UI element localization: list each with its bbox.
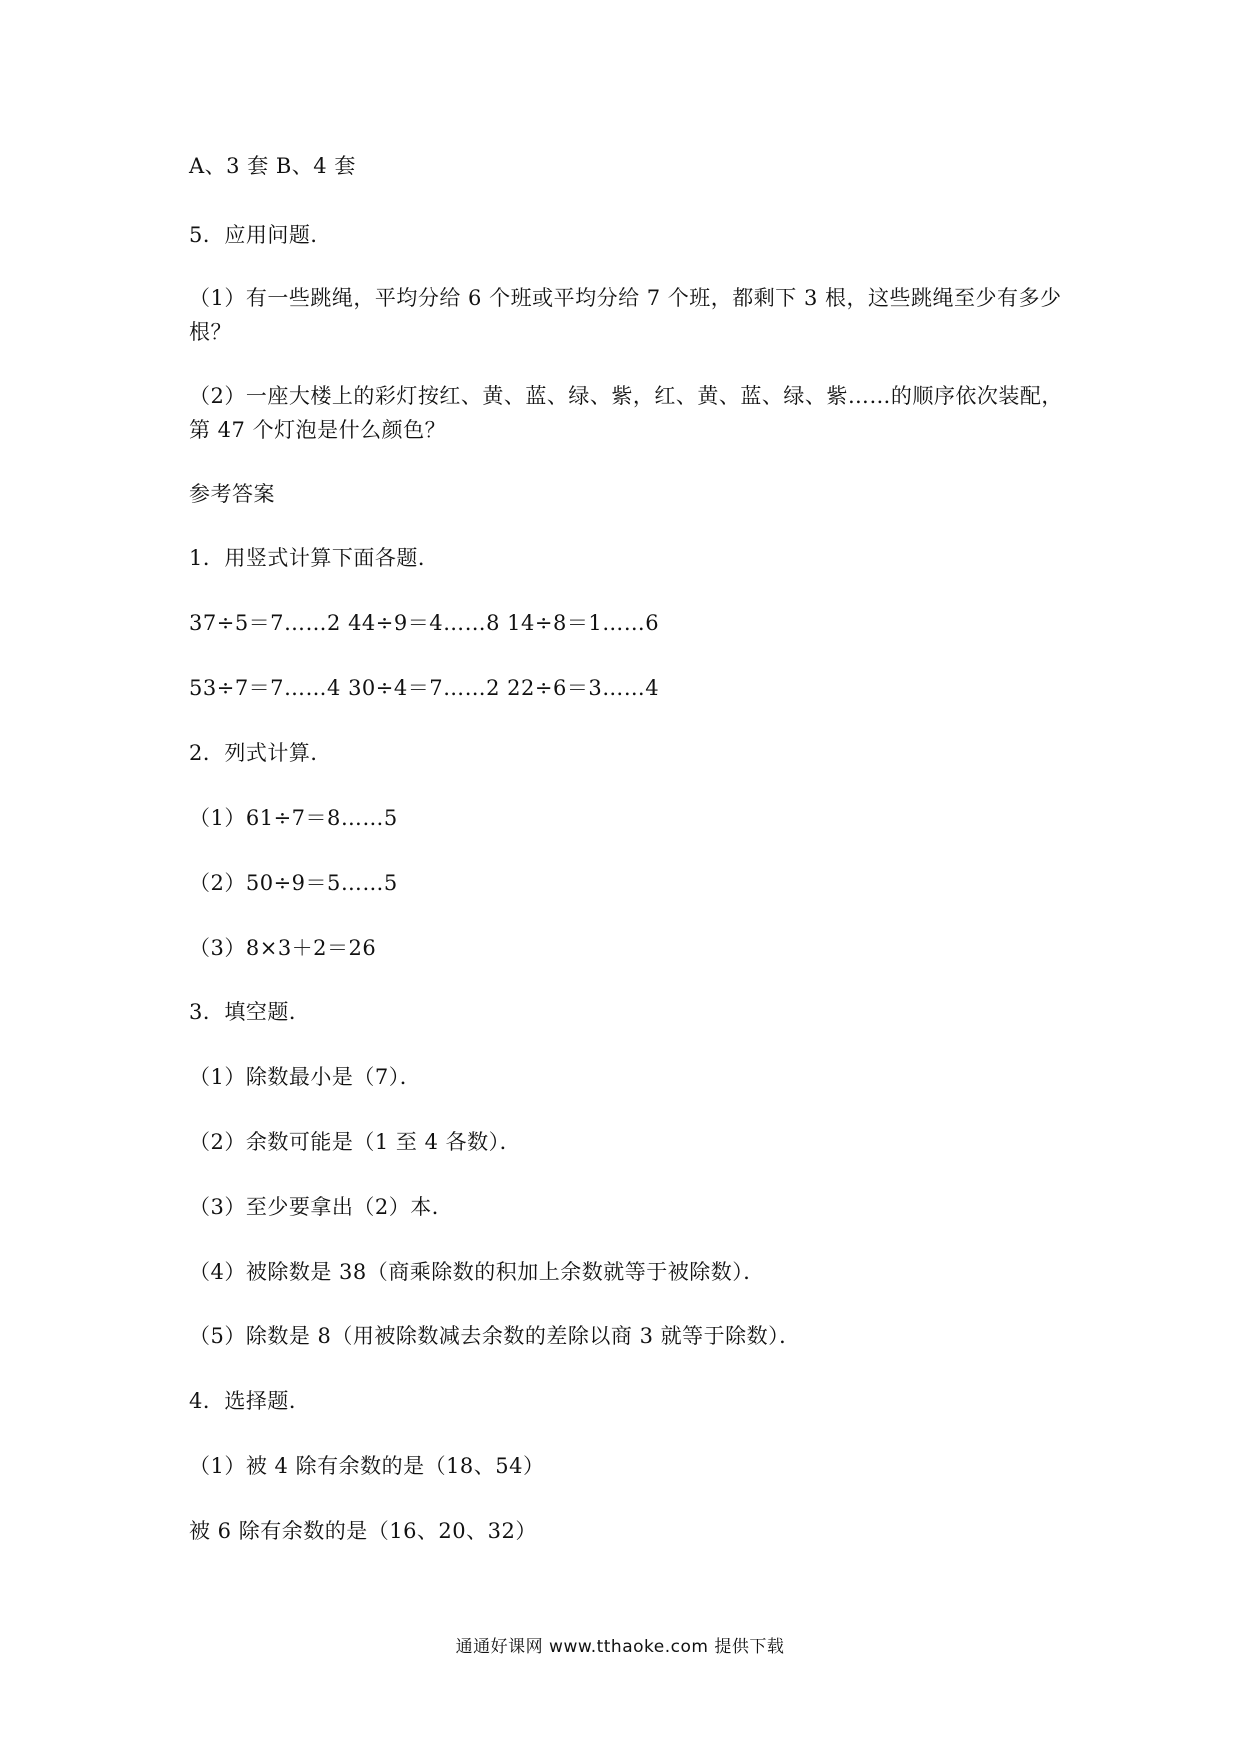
option-line: A、3 套 B、4 套 [189,154,356,178]
answers-heading: 参考答案 [189,482,275,506]
answer-line: （1）61÷7＝8……5 [189,806,398,830]
question-line: （1）有一些跳绳，平均分给 6 个班或平均分给 7 个班，都剩下 3 根，这些跳绳至少有多少 [189,286,1062,310]
section-heading: 4．选择题． [189,1389,311,1413]
answer-line: （1）被 4 除有余数的是（18、54） [189,1454,545,1478]
answer-line: （4）被除数是 38（商乘除数的积加上余数就等于被除数）． [189,1260,765,1284]
answer-line: （5）除数是 8（用被除数减去余数的差除以商 3 就等于除数）． [189,1324,801,1348]
answer-line: 37÷5＝7……2 44÷9＝4……8 14÷8＝1……6 [189,611,660,635]
section-heading: 3．填空题． [189,1000,311,1024]
answer-line: （3）至少要拿出（2）本． [189,1195,454,1219]
answer-line: 被 6 除有余数的是（16、20、32） [189,1519,537,1543]
section-heading-applied: 5．应用问题． [189,223,332,247]
section-heading: 1．用竖式计算下面各题． [189,546,440,570]
answer-line: （2）余数可能是（1 至 4 各数）． [189,1130,522,1154]
page-footer: 通通好课网 www.tthaoke.com 提供下载 [455,1637,785,1657]
answer-line: 53÷7＝7……4 30÷4＝7……2 22÷6＝3……4 [189,676,660,700]
section-heading: 2．列式计算． [189,741,332,765]
question-line: 根？ [189,320,232,344]
question-line: 第 47 个灯泡是什么颜色？ [189,418,447,442]
answer-line: （1）除数最小是（7）． [189,1065,422,1089]
question-line: （2）一座大楼上的彩灯按红、黄、蓝、绿、紫，红、黄、蓝、绿、紫……的顺序依次装配， [189,384,1063,408]
answer-line: （3）8×3＋2＝26 [189,936,377,960]
answer-line: （2）50÷9＝5……5 [189,871,398,895]
